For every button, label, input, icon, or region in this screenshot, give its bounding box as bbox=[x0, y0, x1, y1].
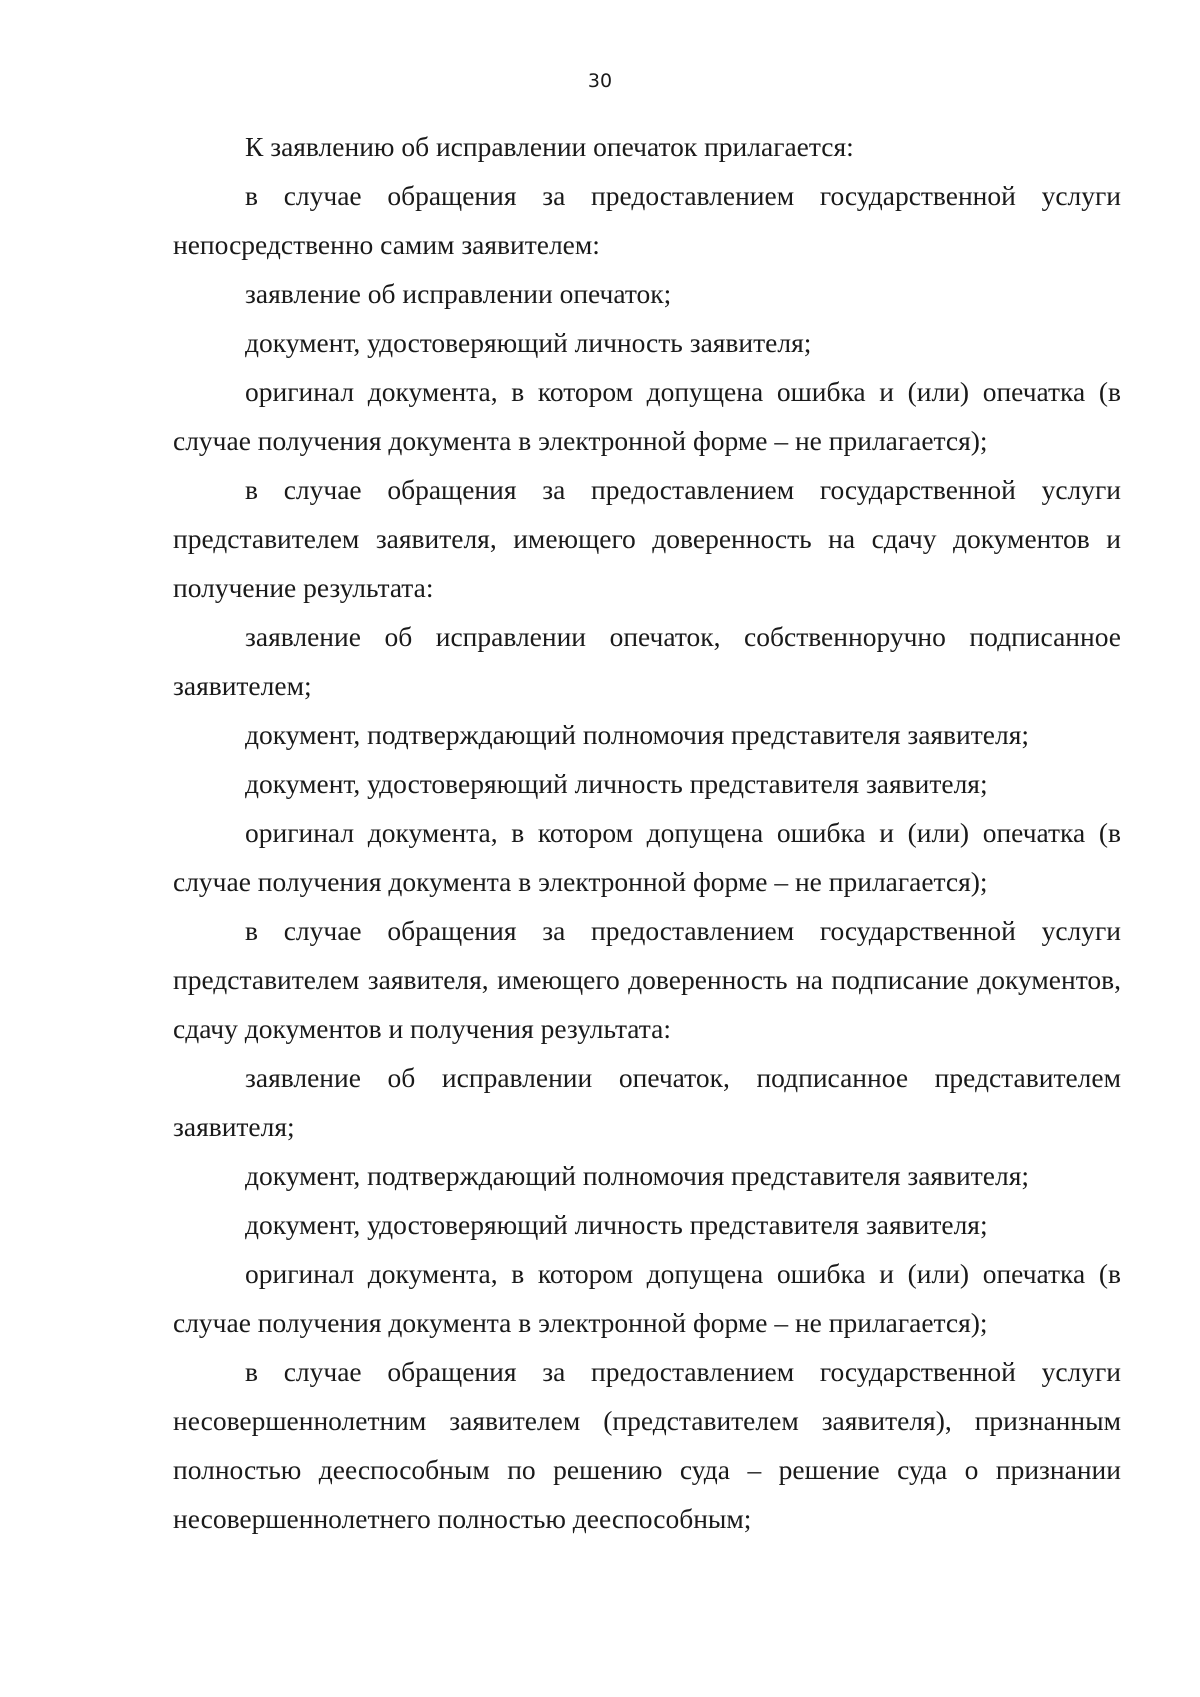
paragraph: в случае обращения за предоставлением государственной услуги представителем заявителя, имеющего доверенность на подписание документов, сдачу документов и получения результата: bbox=[173, 915, 1121, 1044]
paragraph: документ, подтверждающий полномочия представителя заявителя; bbox=[245, 719, 1029, 750]
paragraph: в случае обращения за предоставлением государственной услуги несовершеннолетним заявителем (представителем заявителя), признанным полностью дееспособным по решению суда – решение суда о признании несовершеннолетнего полностью дееспособным; bbox=[173, 1356, 1121, 1534]
paragraph: документ, удостоверяющий личность представителя заявителя; bbox=[245, 768, 988, 799]
paragraph: документ, удостоверяющий личность представителя заявителя; bbox=[245, 1209, 988, 1240]
page-number: 30 bbox=[587, 70, 613, 92]
paragraph: оригинал документа, в котором допущена ошибка и (или) опечатка (в случае получения документа в электронной форме – не прилагается); bbox=[173, 817, 1121, 897]
paragraph: заявление об исправлении опечаток, подписанное представителем заявителя; bbox=[173, 1062, 1121, 1142]
paragraph: заявление об исправлении опечаток, собственноручно подписанное заявителем; bbox=[173, 621, 1121, 701]
paragraph: в случае обращения за предоставлением государственной услуги непосредственно самим заявителем: bbox=[173, 180, 1121, 260]
paragraph: документ, подтверждающий полномочия представителя заявителя; bbox=[245, 1160, 1029, 1191]
paragraph: заявление об исправлении опечаток; bbox=[245, 278, 672, 309]
paragraph: оригинал документа, в котором допущена ошибка и (или) опечатка (в случае получения документа в электронной форме – не прилагается); bbox=[173, 1258, 1121, 1338]
document-body bbox=[173, 122, 1121, 1543]
paragraph: К заявлению об исправлении опечаток прилагается: bbox=[245, 131, 854, 162]
paragraph: документ, удостоверяющий личность заявителя; bbox=[245, 327, 812, 358]
paragraph: оригинал документа, в котором допущена ошибка и (или) опечатка (в случае получения документа в электронной форме – не прилагается); bbox=[173, 376, 1121, 456]
paragraph: в случае обращения за предоставлением государственной услуги представителем заявителя, имеющего доверенность на сдачу документов и получение результата: bbox=[173, 474, 1121, 603]
